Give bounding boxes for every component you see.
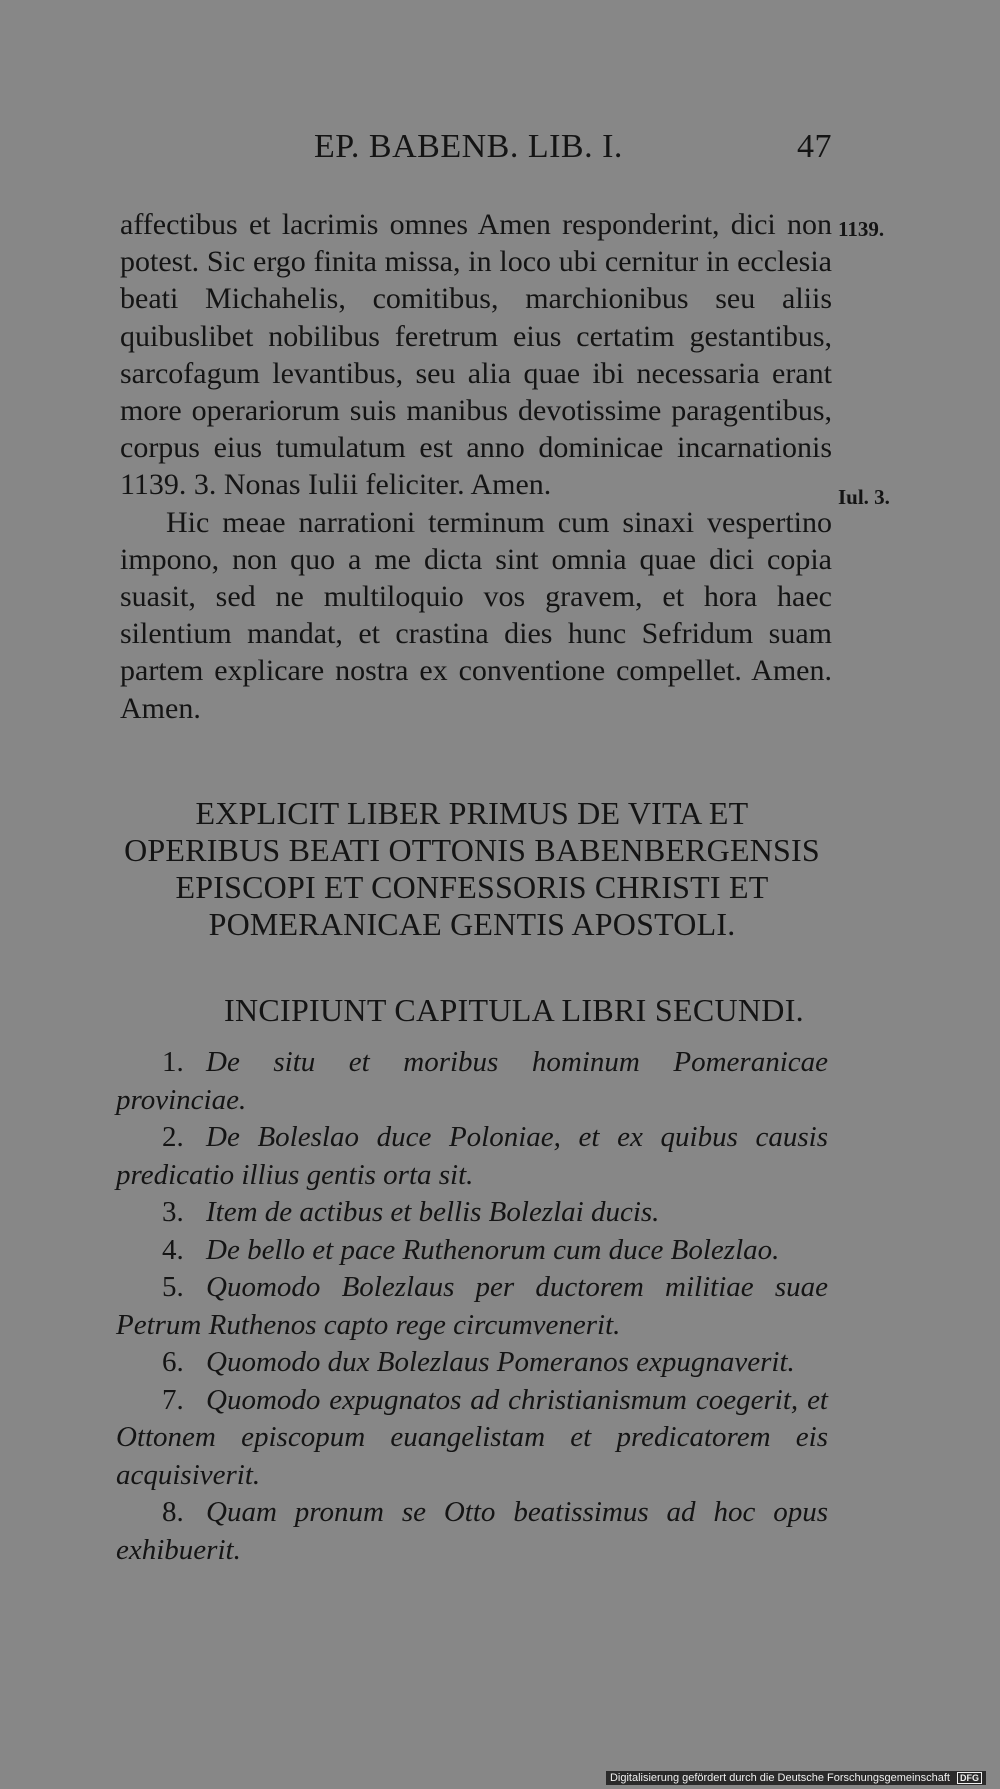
list-item bbox=[116, 1382, 828, 1495]
paragraph: affectibus et lacrimis omnes Amen responderint, dici non potest. Sic ergo finita missa, in loco ubi cernitur in ecclesia beati Michahelis, comitibus, marchionibus seu aliis quibuslibet nobilibus feretrum eius certatim gestantibus, sarcofagum levantibus, seu alia quae ibi necessaria erant more operariorum suis manibus devotissime paragentibus, corpus eius tumulatum est anno dominicae incarnationis 1139. 3. Nonas Iulii feliciter. Amen. bbox=[120, 208, 832, 502]
capitula-list bbox=[116, 1044, 828, 1569]
list-item bbox=[116, 1494, 828, 1569]
list-item bbox=[116, 1232, 828, 1270]
item-number: 3. bbox=[162, 1196, 184, 1228]
item-number: 5. bbox=[162, 1271, 184, 1303]
item-number: 1. bbox=[162, 1046, 184, 1078]
dfg-logo-icon: DFG bbox=[957, 1772, 982, 1784]
list-item bbox=[116, 1269, 828, 1344]
page-number: 47 bbox=[797, 128, 832, 165]
list-item bbox=[116, 1194, 828, 1232]
margin-note-year: 1139. bbox=[838, 217, 885, 241]
item-number: 2. bbox=[162, 1121, 184, 1153]
footer-text: Digitalisierung gefördert durch die Deutsche Forschungsgemeinschaft bbox=[609, 1772, 950, 1784]
item-title: De bello et pace Ruthenorum cum duce Bolezlao. bbox=[206, 1233, 780, 1266]
list-item bbox=[116, 1044, 828, 1119]
item-title: Quomodo expugnatos ad christianismum coegerit, et Ottonem episcopum euangelistam et predicatorem eis acquisiverit. bbox=[116, 1383, 828, 1491]
capitula-heading: INCIPIUNT CAPITULA LIBRI SECUNDI. bbox=[224, 992, 804, 1028]
margin-note-date: Iul. 3. bbox=[838, 485, 890, 509]
body-text bbox=[120, 206, 832, 727]
item-title: Quam pronum se Otto beatissimus ad hoc opus exhibuerit. bbox=[116, 1496, 828, 1566]
list-item bbox=[116, 1119, 828, 1194]
item-number: 8. bbox=[162, 1496, 184, 1528]
item-number: 6. bbox=[162, 1346, 184, 1378]
item-title: Quomodo Bolezlaus per ductorem militiae suae Petrum Ruthenos capto rege circumvenerit. bbox=[116, 1271, 828, 1341]
digitization-credit bbox=[606, 1771, 986, 1785]
explicit-heading: EXPLICIT LIBER PRIMUS DE VITA ET OPERIBUS BEATI OTTONIS BABENBERGENSIS EPISCOPI ET CONFESSORIS CHRISTI ET POMERANICAE GENTIS APOSTOLI. bbox=[124, 795, 820, 942]
list-item bbox=[116, 1344, 828, 1382]
item-number: 7. bbox=[162, 1383, 184, 1416]
item-number: 4. bbox=[162, 1233, 184, 1266]
item-title: De situ et moribus hominum Pomeranicae provinciae. bbox=[116, 1046, 828, 1116]
item-title: Quomodo dux Bolezlaus Pomeranos expugnaverit. bbox=[206, 1346, 795, 1378]
paragraph: Hic meae narrationi terminum cum sinaxi vespertino impono, non quo a me dicta sint omnia quae dici copia suasit, sed ne multiloquio vos gravem, et hora haec silentium mandat, et crastina dies hunc Sefridum suam partem explicare nostra ex conventione compellet. Amen. Amen. bbox=[120, 505, 832, 725]
item-title: De Boleslao duce Poloniae, et ex quibus causis predicatio illius gentis orta sit. bbox=[116, 1121, 828, 1191]
item-title: Item de actibus et bellis Bolezlai ducis. bbox=[206, 1196, 660, 1228]
running-head: EP. BABENB. LIB. I. bbox=[314, 128, 623, 165]
